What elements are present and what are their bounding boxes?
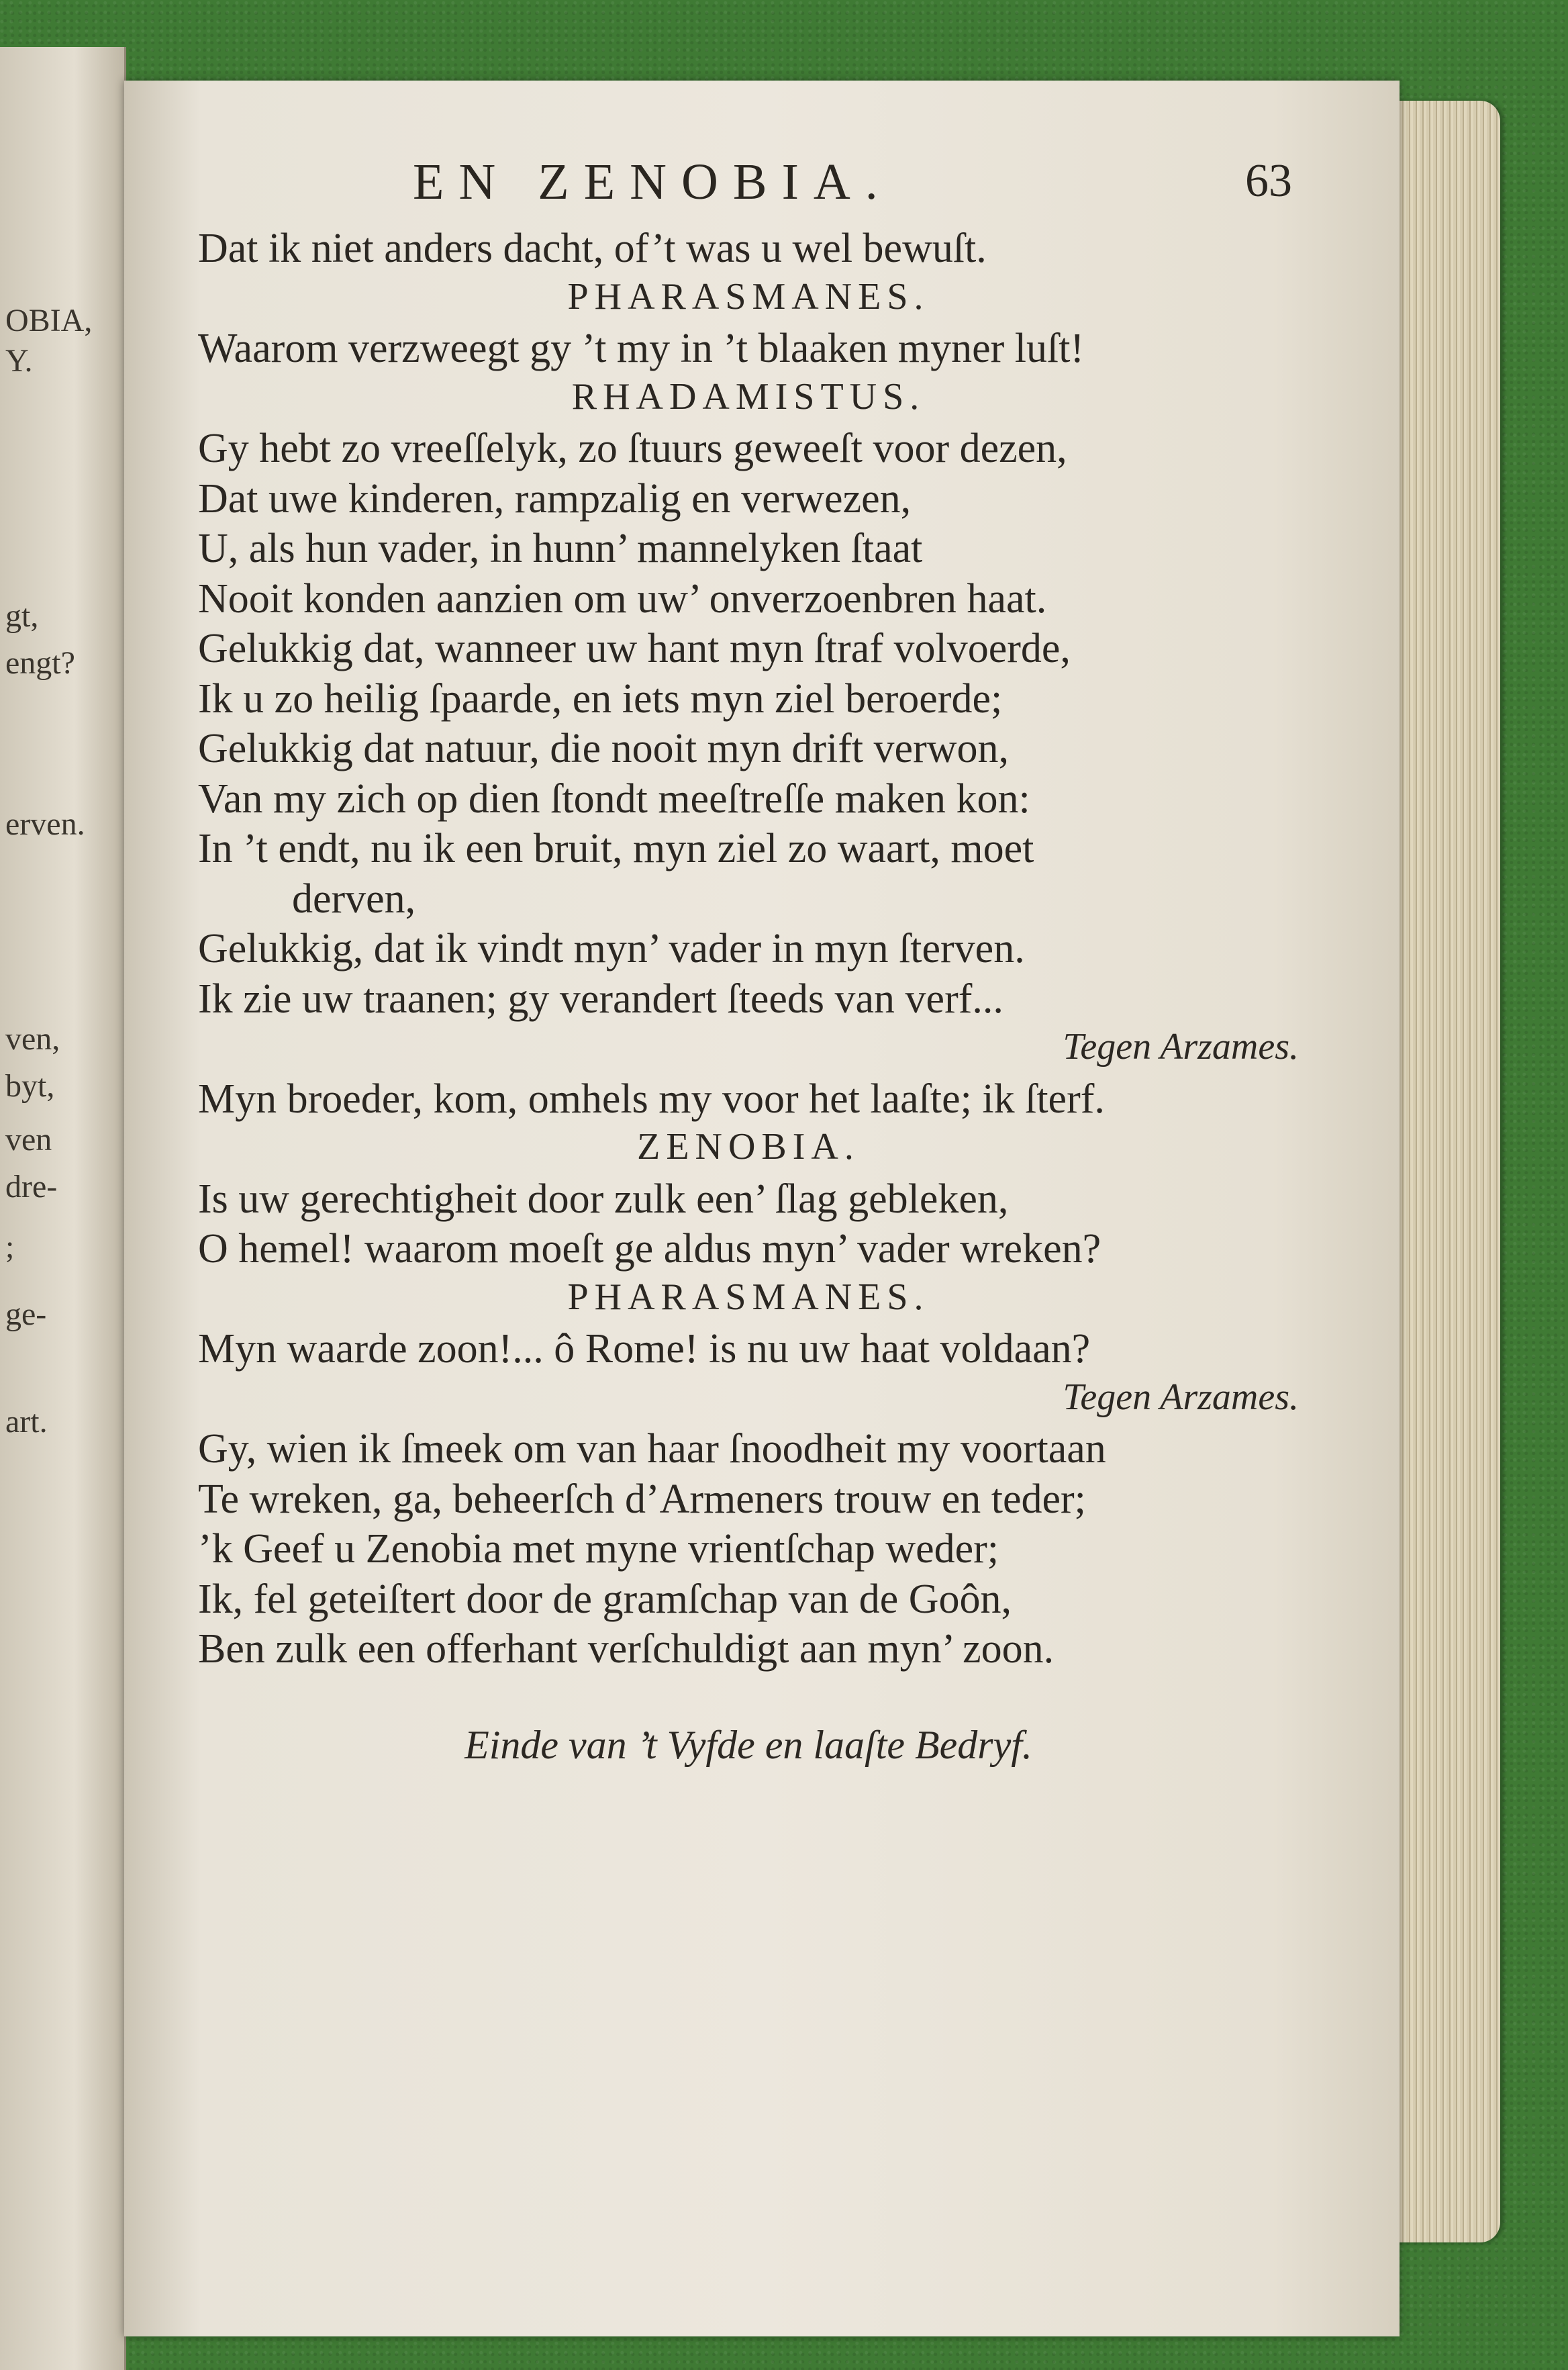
left-page-text-fragment: dre-: [5, 1169, 58, 1204]
verse-line: Ik, fel geteiſtert door de gramſchap van de Goôn,: [198, 1576, 1012, 1622]
verse-line: Gelukkig, dat ik vindt myn’ vader in myn ſterven.: [198, 926, 1025, 971]
left-page-text-fragment: ;: [5, 1229, 15, 1265]
verse-line: Dat ik niet anders dacht, of’t was u wel bewuſt.: [198, 226, 987, 271]
verse-line: U, als hun vader, in hunn’ mannelyken ſtaat: [198, 526, 923, 571]
verse-line: Ben zulk een offerhant verſchuldigt aan myn’ zoon.: [198, 1626, 1055, 1672]
verse-line: Nooit konden aanzien om uw’ onverzoenbren haat.: [198, 575, 1047, 622]
verse-line: Gelukkig dat, wanneer uw hant myn ſtraf volvoerde,: [198, 626, 1071, 671]
speaker-name: PHARASMANES.: [567, 1276, 930, 1318]
verse-line: Gy hebt zo vreeſſelyk, zo ſtuurs geweeſt voor dezen,: [198, 426, 1067, 471]
speaker-name: ZENOBIA.: [637, 1126, 860, 1168]
verse-line: In ’t endt, nu ik een bruit, myn ziel zo waart, moet: [198, 826, 1034, 871]
verse-line: derven,: [292, 875, 416, 922]
verse-line: Myn broeder, kom, omhels my voor het laaſte; ik ſterf.: [198, 1076, 1105, 1122]
left-page-text-fragment: OBIA,: [5, 303, 93, 338]
verse-line: Te wreken, ga, beheerſch d’Armeners trouw en teder;: [198, 1476, 1086, 1522]
speaker-name: RHADAMISTUS.: [571, 375, 926, 418]
book-page-edges: [1393, 101, 1500, 2242]
left-page-text-fragment: engt?: [5, 645, 75, 681]
end-of-act-note: Einde van ’t Vyfde en laaſte Bedryf.: [464, 1723, 1032, 1767]
left-page-edge: [0, 47, 126, 2370]
stage-direction: Tegen Arzames.: [1063, 1026, 1299, 1068]
verse-line: ’k Geef u Zenobia met myne vrientſchap weder;: [198, 1526, 999, 1572]
verse-line: Ik u zo heilig ſpaarde, en iets myn ziel beroerde;: [198, 675, 1003, 722]
verse-line: Van my zich op dien ſtondt meeſtreſſe maken kon:: [198, 775, 1030, 822]
left-page-text-fragment: Y.: [5, 343, 33, 379]
verse-line: Ik zie uw traanen; gy verandert ſteeds van verf...: [198, 976, 1003, 1022]
stage-direction: Tegen Arzames.: [1063, 1376, 1299, 1418]
verse-line: Is uw gerechtigheit door zulk een’ ſlag gebleken,: [198, 1176, 1009, 1222]
left-page-text-fragment: byt,: [5, 1068, 55, 1104]
left-page-text-fragment: ge-: [5, 1296, 47, 1332]
left-page-text-fragment: gt,: [5, 598, 39, 634]
left-page-text-fragment: art.: [5, 1404, 48, 1439]
left-page-text-fragment: erven.: [5, 806, 85, 842]
book-page: [124, 81, 1400, 2336]
verse-line: Gelukkig dat natuur, die nooit myn drift verwon,: [198, 726, 1010, 771]
left-page-text-fragment: ven,: [5, 1021, 60, 1057]
page-number: 63: [1245, 155, 1292, 207]
running-head: EN ZENOBIA.: [413, 154, 893, 210]
speaker-name: PHARASMANES.: [567, 275, 930, 318]
left-page-text-fragment: ven: [5, 1122, 52, 1157]
verse-line: Gy, wien ik ſmeek om van haar ſnoodheit my voortaan: [198, 1426, 1106, 1472]
verse-line: Myn waarde zoon!... ô Rome! is nu uw haat voldaan?: [198, 1326, 1091, 1372]
verse-line: Dat uwe kinderen, rampzalig en verwezen,: [198, 475, 912, 522]
verse-line: Waarom verzweegt gy ’t my in ’t blaaken myner luſt!: [198, 326, 1085, 371]
verse-line: O hemel! waarom moeſt ge aldus myn’ vader wreken?: [198, 1226, 1101, 1272]
